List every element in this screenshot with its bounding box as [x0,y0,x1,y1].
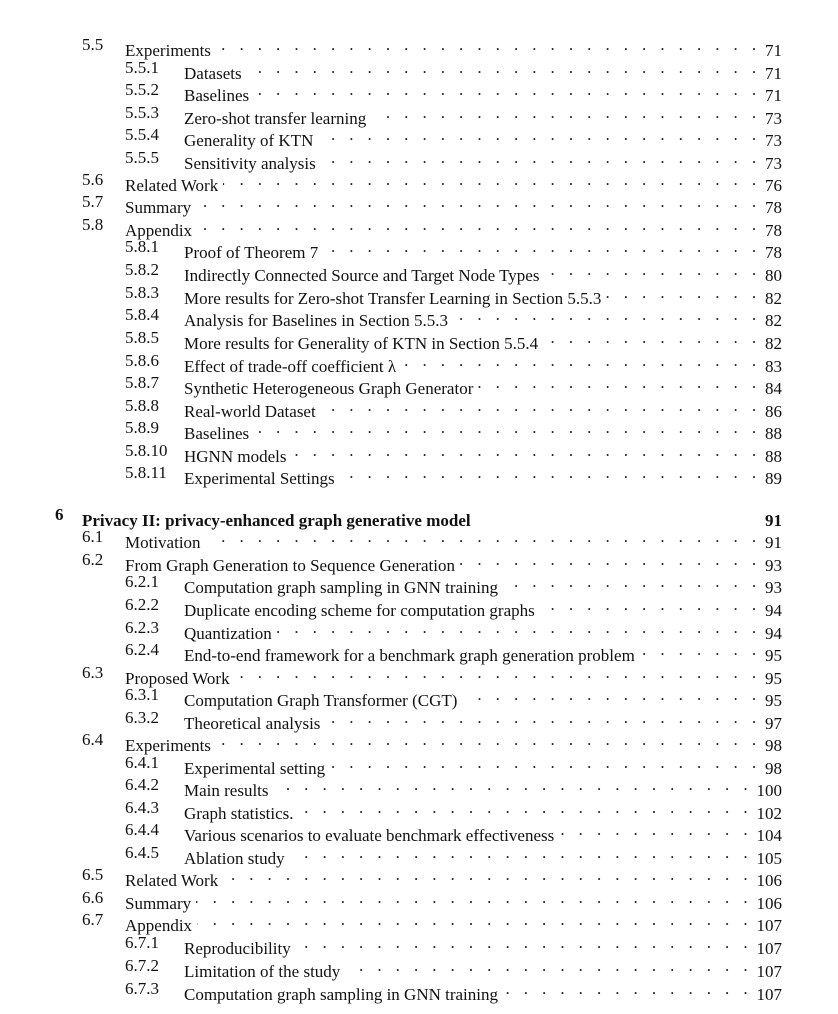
toc-entry-number: 5.8.9 [125,418,159,437]
toc-page-number: 91 [761,510,782,532]
dot-leader [247,57,761,79]
toc-entry-number: 6.5 [82,865,104,884]
toc-entry-title: Limitation of the study [184,961,345,983]
dot-leader [235,662,761,684]
toc-entry-title: From Graph Generation to Sequence Generation [125,555,460,577]
toc-entry-title: Summary [125,893,196,915]
toc-entry-number: 6.7.1 [125,933,159,952]
toc-page-number: 93 [761,577,782,599]
toc-entry-title: Generality of KTN [184,130,318,152]
toc-entry-number: 6.2.4 [125,640,159,659]
dot-leader [478,372,761,394]
toc-page-number: 95 [761,690,782,712]
toc-entry-title: Effect of trade-off coefficient λ [184,356,401,378]
toc-entry-title: Motivation [125,532,206,554]
toc-subsection-entry[interactable] [0,282,838,308]
toc-subsection-entry[interactable] [0,259,838,285]
toc-page-number: 93 [761,555,782,577]
dot-leader [330,752,761,774]
dot-leader [606,282,761,304]
toc-page-number: 86 [761,401,782,423]
toc-entry-title: Computation graph sampling in GNN training [184,984,503,1006]
toc-page-number: 107 [753,915,783,937]
toc-entry-number: 6.4.2 [125,775,159,794]
dot-leader [323,236,761,258]
dot-leader [462,684,761,706]
dot-leader [277,617,761,639]
toc-page-number: 78 [761,242,782,264]
toc-subsection-entry[interactable] [0,955,838,981]
toc-page-number: 98 [761,735,782,757]
toc-section-entry[interactable] [0,662,838,688]
dot-leader [290,842,753,864]
toc-subsection-entry[interactable] [0,440,838,466]
toc-entry-number: 6.4.5 [125,843,159,862]
toc-entry-title: Main results [184,780,274,802]
dot-leader [321,147,761,169]
dot-leader [274,774,753,796]
toc-entry-title: Datasets [184,63,247,85]
toc-page-number: 71 [761,40,782,62]
toc-entry-number: 5.8.10 [125,441,168,460]
toc-entry-title: Proof of Theorem 7 [184,242,323,264]
toc-page-number: 78 [761,220,782,242]
dot-leader [540,594,761,616]
toc-entry-title: Proposed Work [125,668,235,690]
dot-leader [340,462,761,484]
toc-entry-number: 5.5.5 [125,148,159,167]
dot-leader [503,571,761,593]
toc-entry-number: 5.6 [82,170,104,189]
dot-leader [318,124,761,146]
toc-entry-number: 5.8.7 [125,373,159,392]
toc-page-number: 107 [753,961,783,983]
toc-page-number: 73 [761,108,782,130]
dot-leader [640,639,761,661]
dot-leader [223,864,752,886]
toc-page-number: 88 [761,423,782,445]
toc-page-number: 107 [753,938,783,960]
toc-subsection-entry[interactable] [0,57,838,83]
toc-subsection-entry[interactable] [0,350,838,376]
toc-entry-number: 6.4.1 [125,753,159,772]
toc-subsection-entry[interactable] [0,617,838,643]
toc-subsection-entry[interactable] [0,102,838,128]
dot-leader [254,417,761,439]
dot-leader [321,395,761,417]
toc-entry-number: 6.7 [82,910,104,929]
toc-subsection-entry[interactable] [0,372,838,398]
toc-entry-title: Computation Graph Transformer (CGT) [184,690,462,712]
toc-entry-number: 5.5.3 [125,103,159,122]
toc-entry-title: Indirectly Connected Source and Target Node Types [184,265,544,287]
dot-leader [544,259,761,281]
toc-entry-number: 6.6 [82,888,104,907]
toc-entry-number: 5.8 [82,215,104,234]
dot-leader [401,350,761,372]
toc-entry-number: 5.5.1 [125,58,159,77]
toc-entry-number: 5.8.4 [125,305,159,324]
toc-page-number: 71 [761,85,782,107]
toc-page-number: 105 [753,848,783,870]
toc-section-entry[interactable] [0,864,838,890]
toc-entry-title: Summary [125,197,196,219]
toc-entry-title: More results for Generality of KTN in Section 5.5.4 [184,333,543,355]
dot-leader [206,526,761,548]
toc-subsection-entry[interactable] [0,978,838,1004]
toc-page-number: 94 [761,623,782,645]
toc-page-number: 97 [761,713,782,735]
dot-leader [371,102,761,124]
toc-subsection-entry[interactable] [0,752,838,778]
toc-section-entry[interactable] [0,549,838,575]
toc-subsection-entry[interactable] [0,304,838,330]
toc-page-number: 73 [761,153,782,175]
toc-entry-title: Experimental setting [184,758,330,780]
dot-leader [216,34,761,56]
dot-leader [291,440,761,462]
toc-subsection-entry[interactable] [0,327,838,353]
toc-page-number: 89 [761,468,782,490]
toc-entry-number: 6.4 [82,730,104,749]
toc-entry-title: Synthetic Heterogeneous Graph Generator [184,378,478,400]
toc-entry-title: Related Work [125,870,223,892]
toc-subsection-entry[interactable] [0,594,838,620]
toc-entry-number: 6.7.3 [125,979,159,998]
dot-leader [559,819,752,841]
toc-entry-number: 6.2 [82,550,104,569]
toc-section-entry[interactable] [0,191,838,217]
toc-entry-number: 5.8.11 [125,463,167,482]
toc-page-number: 84 [761,378,782,400]
toc-subsection-entry[interactable] [0,236,838,262]
toc-subsection-entry[interactable] [0,147,838,173]
dot-leader [503,978,753,1000]
toc-page-number: 95 [761,645,782,667]
toc-entry-title: End-to-end framework for a benchmark graph generation problem [184,645,640,667]
toc-page-number: 94 [761,600,782,622]
toc-entry-title: HGNN models [184,446,291,468]
toc-subsection-entry[interactable] [0,639,838,665]
toc-section-entry[interactable] [0,214,838,240]
toc-entry-title: Baselines [184,85,254,107]
toc-page-number: 91 [761,532,782,554]
toc-subsection-entry[interactable] [0,932,838,958]
toc-entry-title: Experimental Settings [184,468,340,490]
toc-page-number: 76 [761,175,782,197]
toc-entry-number: 6.4.3 [125,798,159,817]
toc-page-number: 82 [761,310,782,332]
toc-entry-title: Computation graph sampling in GNN training [184,577,503,599]
toc-chapter-entry[interactable] [0,504,838,530]
toc-entry-title: Graph statistics. [184,803,299,825]
toc-entry-title: Duplicate encoding scheme for computation graphs [184,600,540,622]
toc-page-number: 106 [753,893,783,915]
toc-entry-number: 6.7.2 [125,956,159,975]
toc-entry-number: 5.8.5 [125,328,159,347]
toc-entry-title: Experiments [125,735,216,757]
toc-entry-title: Various scenarios to evaluate benchmark effectiveness [184,825,559,847]
dot-leader [197,909,752,931]
toc-page-number: 83 [761,356,782,378]
toc-page-number: 98 [761,758,782,780]
toc-entry-title: Related Work [125,175,223,197]
dot-leader [254,79,761,101]
toc-entry-number: 6.2.2 [125,595,159,614]
toc-entry-number: 5.8.6 [125,351,159,370]
toc-entry-number: 5.7 [82,192,104,211]
dot-leader [299,797,753,819]
toc-subsection-entry[interactable] [0,684,838,710]
toc-entry-number: 6.1 [82,527,104,546]
toc-page-number: 106 [753,870,783,892]
toc-entry-title: Theoretical analysis [184,713,325,735]
toc-entry-title: Sensitivity analysis [184,153,321,175]
dot-leader [460,549,761,571]
toc-entry-title: More results for Zero-shot Transfer Learning in Section 5.5.3 [184,288,606,310]
toc-subsection-entry[interactable] [0,124,838,150]
toc-page-number: 107 [753,984,783,1006]
toc-subsection-entry[interactable] [0,819,838,845]
toc-page-number: 71 [761,63,782,85]
toc-subsection-entry[interactable] [0,79,838,105]
toc-entry-number: 5.8.8 [125,396,159,415]
toc-entry-number: 5.8.1 [125,237,159,256]
toc-page-number: 82 [761,333,782,355]
toc-entry-title: Baselines [184,423,254,445]
toc-entry-number: 6.4.4 [125,820,159,839]
toc-entry-number: 5.5.4 [125,125,159,144]
dot-leader [223,169,761,191]
toc-page-number: 102 [753,803,783,825]
toc-entry-number: 5.8.3 [125,283,159,302]
dot-leader [345,955,752,977]
dot-leader [197,214,761,236]
toc-section-entry[interactable] [0,34,838,60]
toc-subsection-entry[interactable] [0,774,838,800]
dot-leader [196,887,752,909]
toc-entry-number: 5.5.2 [125,80,159,99]
toc-page-number: 100 [753,780,783,802]
toc-entry-title: Reproducibility [184,938,296,960]
toc-subsection-entry[interactable] [0,462,838,488]
toc-page-number: 73 [761,130,782,152]
toc-page-number: 80 [761,265,782,287]
toc-entry-number: 6.2.3 [125,618,159,637]
toc-page-number: 88 [761,446,782,468]
toc-section-entry[interactable] [0,169,838,195]
toc-section-entry[interactable] [0,526,838,552]
toc-subsection-entry[interactable] [0,417,838,443]
toc-entry-title: Experiments [125,40,216,62]
toc-section-entry[interactable] [0,887,838,913]
toc-page-number: 78 [761,197,782,219]
toc-entry-title: Analysis for Baselines in Section 5.5.3 [184,310,453,332]
toc-entry-title: Appendix [125,915,197,937]
dot-leader [325,707,761,729]
toc-page-number: 82 [761,288,782,310]
toc-entry-title: Quantization [184,623,277,645]
toc-entry-number: 5.8.2 [125,260,159,279]
dot-leader [216,729,761,751]
toc-section-entry[interactable] [0,729,838,755]
toc-subsection-entry[interactable] [0,395,838,421]
toc-entry-number: 5.5 [82,35,104,54]
toc-entry-number: 6.3.1 [125,685,159,704]
toc-page-number: 95 [761,668,782,690]
dot-leader [543,327,761,349]
toc-subsection-entry[interactable] [0,797,838,823]
dot-leader [296,932,753,954]
toc-entry-number: 6.3.2 [125,708,159,727]
dot-leader [196,191,761,213]
dot-leader [453,304,761,326]
toc-entry-title: Zero-shot transfer learning [184,108,371,130]
toc-entry-number: 6 [55,505,64,524]
toc-section-entry[interactable] [0,909,838,935]
toc-subsection-entry[interactable] [0,571,838,597]
toc-subsection-entry[interactable] [0,842,838,868]
toc-entry-number: 6.3 [82,663,104,682]
toc-entry-title: Ablation study [184,848,290,870]
toc-entry-title: Privacy II: privacy-enhanced graph generative model [82,511,471,530]
toc-page-number: 104 [753,825,783,847]
toc-subsection-entry[interactable] [0,707,838,733]
toc-entry-title: Appendix [125,220,197,242]
toc-entry-number: 6.2.1 [125,572,159,591]
toc-entry-title: Real-world Dataset [184,401,321,423]
